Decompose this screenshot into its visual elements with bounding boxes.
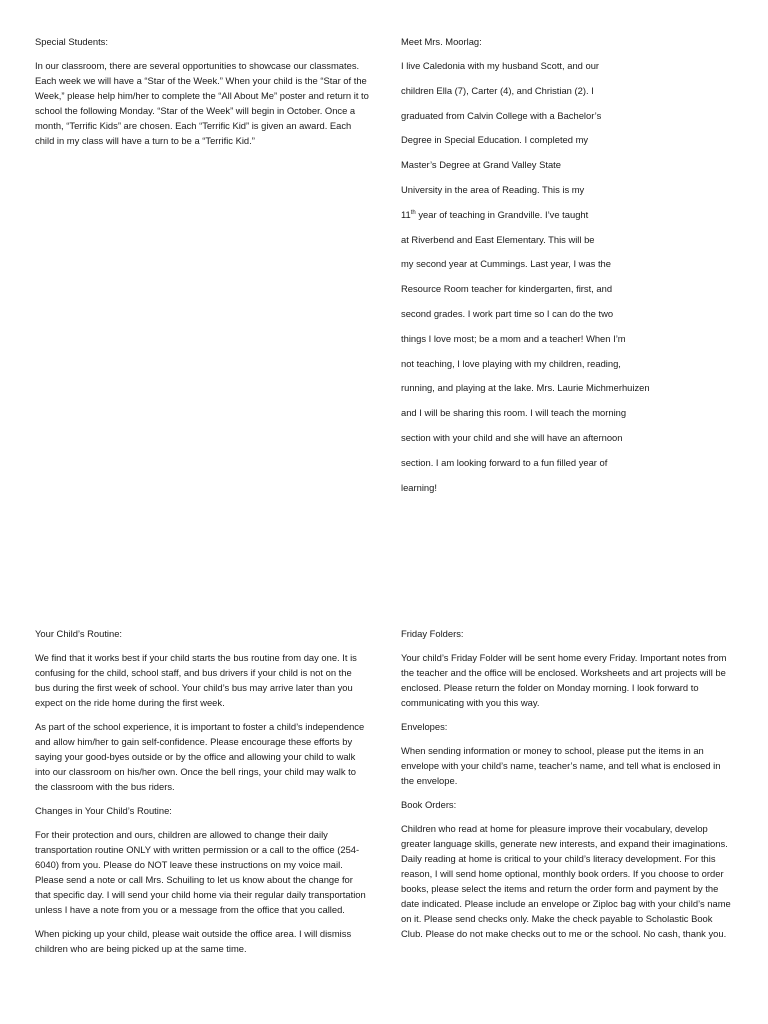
bio-line: things I love most; be a mom and a teacher! When I’m: [401, 332, 626, 344]
book-orders-heading: Book Orders:: [401, 799, 457, 810]
bio-line: second grades. I work part time so I can do the two: [401, 307, 614, 319]
special-students-body: In our classroom, there are several opportunities to showcase our classmates. Each week we will have a “Star of the Week.” When your child is the “Star of the Week,” please help him/her to complete the “All About Me” poster and return it to school the following Monday. “Star of the Week” will begin in October. Once a month, “Terrific Kids” are chosen. Each “Terrific Kid” is given an award. Each child in my class will have a turn to be a “Terrific Kid.”: [35, 60, 369, 146]
bio-line: children Ella (7), Carter (4), and Christian (2). I: [401, 84, 594, 96]
routine-paragraph: We find that it works best if your child starts the bus routine from day one. It is confusing for the child, school staff, and bus drivers if your child is not on the bus during the first week of school. Your child’s bus may arrive later than you expect on the ride home during the first week.: [35, 652, 357, 708]
years-number: 11: [401, 208, 411, 220]
changes-heading: Changes in Your Child’s Routine:: [35, 805, 172, 816]
bio-line: I live Caledonia with my husband Scott, and our: [401, 60, 600, 71]
bio-line: learning!: [401, 481, 437, 493]
routine-heading: Your Child’s Routine:: [35, 628, 123, 639]
bio-line: my second year at Cummings. Last year, I was the: [401, 258, 611, 270]
bio-line: Master’s Degree at Grand Valley State: [401, 159, 561, 171]
years-text: year of teaching in Grandville. I’ve taught: [415, 208, 589, 220]
bio-line: University in the area of Reading. This is my: [401, 183, 585, 195]
routine-paragraph: As part of the school experience, it is important to foster a child’s independence and allow him/her to gain self-confidence. Please encourage these efforts by saying your good-byes outside or by the office and allowing your child to walk into our classroom on his/her own. Once the bell rings, your child may walk to the classroom with the bus riders.: [35, 721, 365, 792]
book-orders-body: Children who read at home for pleasure improve their vocabulary, develop greater language skills, generate new interests, and expand their imaginations. Daily reading at home is critical to your child’s literacy development. For this reason, I will send home optional, monthly book orders. If you choose to order books, please select the items and return the order form and payment by the date indicated. Please include an envelope or Ziploc bag with your child’s name on it. Please send checks only. Make the check payable to Scholastic Book Club. Please do not make checks out to me or the school. No cash, thank you.: [401, 823, 731, 939]
meet-teacher-heading: Meet Mrs. Moorlag:: [401, 36, 482, 47]
friday-folders-section: [401, 626, 735, 950]
meet-teacher-section: [401, 34, 681, 500]
bio-line: graduated from Calvin College with a Bachelor’s: [401, 109, 602, 121]
special-students-section: [35, 34, 369, 157]
bio-line: not teaching, I love playing with my children, reading,: [401, 357, 621, 369]
friday-folders-body: Your child’s Friday Folder will be sent home every Friday. Important notes from the teacher and the office will be enclosed. Worksheets and art projects will be enclosed. Please return the folder on Monday morning. I look forward to communicating with you this way.: [401, 652, 727, 708]
bio-line: Degree in Special Education. I completed my: [401, 134, 589, 146]
routine-paragraph: When picking up your child, please wait outside the office area. I will dismiss children who are being picked up at the same time.: [35, 928, 352, 954]
special-students-heading: Special Students:: [35, 36, 108, 47]
envelopes-heading: Envelopes:: [401, 721, 448, 732]
bio-line-years: [401, 203, 681, 228]
routine-section: [35, 626, 369, 965]
bio-line: at Riverbend and East Elementary. This will be: [401, 233, 595, 245]
bio-line: section. I am looking forward to a fun filled year of: [401, 456, 608, 468]
envelopes-body: When sending information or money to school, please put the items in an envelope with your child’s name, teacher’s name, and tell what is enclosed in the envelope.: [401, 745, 721, 786]
bio-line: and I will be sharing this room. I will teach the morning: [401, 407, 627, 419]
friday-folders-heading: Friday Folders:: [401, 628, 464, 639]
bio-line: section with your child and she will have an afternoon: [401, 431, 623, 443]
bio-line: running, and playing at the lake. Mrs. Laurie Michmerhuizen: [401, 382, 650, 394]
years-suffix: th: [410, 209, 416, 216]
routine-paragraph: For their protection and ours, children are allowed to change their daily transportation routine ONLY with written permission or a call to the office (254-6040) from you. Please do NOT leave these instructions on my voice mail. Please send a note or call Mrs. Schuiling to let us know about the change for that specific day. I will send your child home via their regular daily transportation unless I have a note from you or a message from the office that you called.: [35, 829, 366, 915]
bio-line: Resource Room teacher for kindergarten, first, and: [401, 283, 613, 295]
